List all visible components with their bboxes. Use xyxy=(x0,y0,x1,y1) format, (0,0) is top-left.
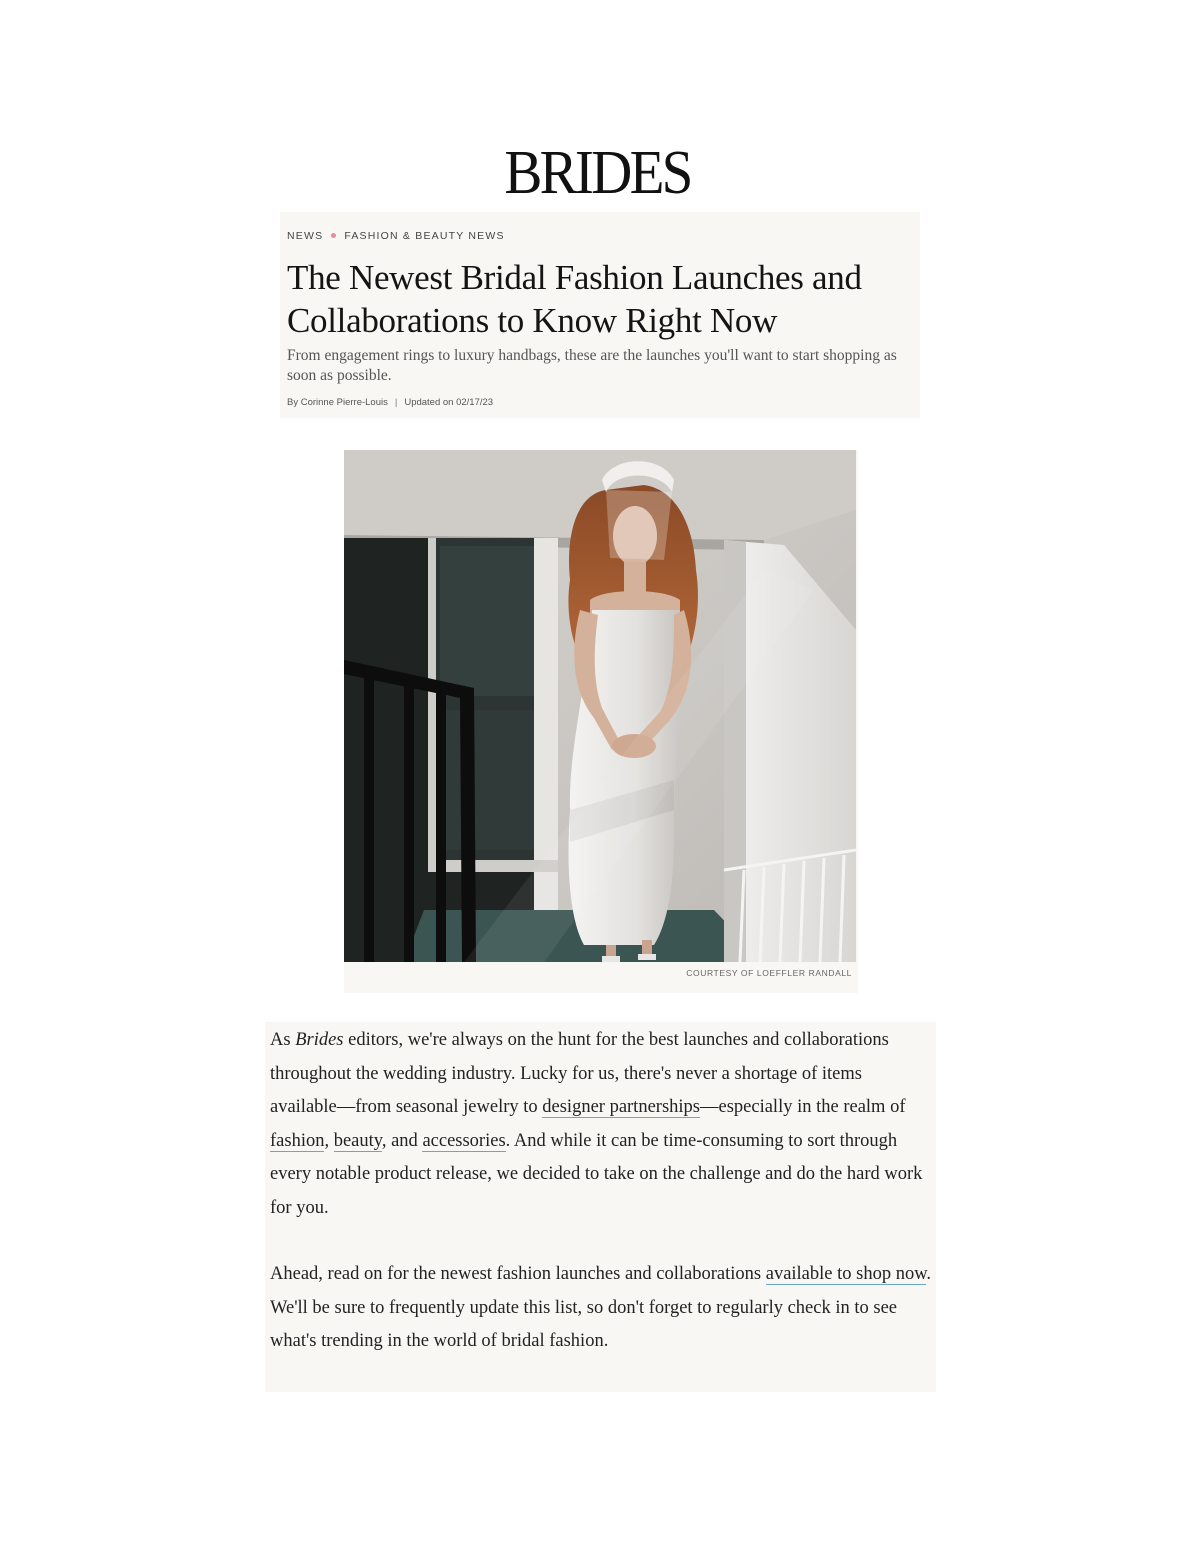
brides-italic: Brides xyxy=(295,1030,344,1050)
hero-figure xyxy=(344,450,858,993)
link-beauty[interactable]: beauty xyxy=(333,1130,382,1151)
byline xyxy=(287,397,493,408)
article-header xyxy=(280,212,920,418)
photo-credit: COURTESY OF LOEFFLER RANDALL xyxy=(686,968,852,978)
body-paragraph-2: Ahead, read on for the newest fashion launches and collaborations available to shop now. We'll be sure to frequently update this list, so don't forget to regularly check in to see what's trending in the world of bridal fashion. xyxy=(270,1264,931,1352)
author-link[interactable]: By Corinne Pierre-Louis xyxy=(287,397,388,408)
link-accessories[interactable]: accessories xyxy=(422,1130,506,1151)
hero-photo xyxy=(344,450,856,962)
breadcrumb-item-fashion-beauty-news[interactable]: FASHION & BEAUTY NEWS xyxy=(344,230,505,242)
breadcrumb-item-news[interactable]: NEWS xyxy=(287,230,324,242)
link-designer-partnerships[interactable]: designer partnerships xyxy=(542,1097,700,1118)
article-dek: From engagement rings to luxury handbags, these are the launches you'll want to start shopping as soon as possible. xyxy=(287,347,897,384)
link-available-to-shop-now[interactable]: available to shop now xyxy=(765,1264,927,1284)
byline-separator: | xyxy=(394,397,398,408)
breadcrumb xyxy=(287,230,505,242)
body-paragraph-1: As Brides editors, we're always on the hunt for the best launches and collaborations throughout the wedding industry. Lucky for us, there's never a shortage of items available—from seasonal jewelry to designer partnerships—especially in the realm of fashion, beauty, and accessories. And while it can be time-consuming to sort through every notable product release, we decided to take on the challenge and do the hard work for you. xyxy=(270,1030,923,1218)
updated-date: Updated on 02/17/23 xyxy=(404,397,494,408)
article-title: The Newest Bridal Fashion Launches and Collaborations to Know Right Now xyxy=(287,258,862,340)
brides-logo[interactable]: BRIDES xyxy=(504,139,691,207)
article-body xyxy=(265,1022,936,1392)
link-fashion[interactable]: fashion xyxy=(270,1130,325,1151)
breadcrumb-separator-dot xyxy=(331,233,336,238)
